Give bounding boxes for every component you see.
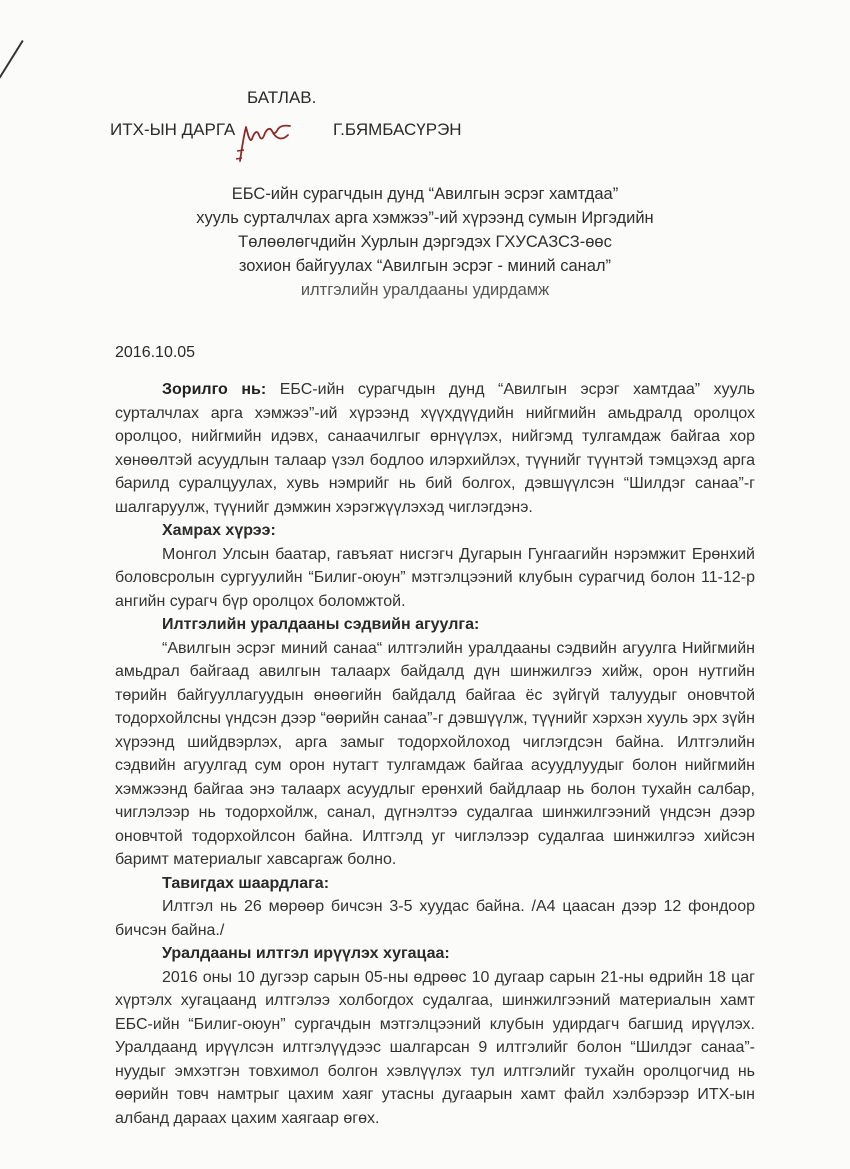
content-heading: Илтгэлийн уралдааны сэдвийн агуулга: — [162, 616, 480, 633]
title-line: Төлөөлөгчдийн Хурлын дэргэдэх ГХУСАЗСЗ-өөс — [238, 233, 612, 251]
deadline-heading: Уралдааны илтгэл ирүүлэх хугацаа: — [162, 945, 450, 962]
deadline-text: 2016 оны 10 дугээр сарын 05-ны өдрөөс 10 дугаар сарын 21-ны өдрийн 18 цаг хүртэлх хугацаанд илтгэлээ холбогдох судалгаа, шинжилгээний материалын хамт ЕБС-ийн “Билиг-оюун” сургачдын мэтгэлцээний клубын удирдагч багшид ирүүлэх. Уралдаанд ирүүлсэн илтгэлүүдээс шалгарсан 9 илтгэлийг болон “Шилдэг санаа”-нуудыг эмхэтгэн товхимол болгон хэвлүүлэх тул илтгэлийг тухайн оролцогчид нь өөрийн товч намтрыг цахим хаяг утасны дугаарын хамт файл хэлбэрээр ИТХ-ын албанд дараах цахим хаягаар өгөх. — [115, 968, 755, 1127]
title-line: хууль сурталчлах арга хэмжээ”-ий хүрээнд сумын Иргэдийн — [196, 209, 654, 227]
approve-label: БАТЛАВ. — [247, 88, 317, 107]
goal-text: ЕБС-ийн сурагчдын дунд “Авилгын эсрэг хамтдаа” хууль сурталчлах арга хэмжээ”-ий хүрээнд хүүхдүүдийн нийгмийн амьдралд оролцох оролцоо, нийгмийн идэвх, санаачилгыг өрнүүлэх, нийгэмд тулгамдаж байгаа хор хөнөөлтэй асуудлын талаар үзэл бодлоо илэрхийлэх, түүнийг түүнтэй тэмцэхэд арга барилд суралцуулах, хувь нэмрийг нь бий болгох, дэвшүүлсэн “Шилдэг санаа”-г шалгаруулж, түүнийг дэмжин хэрэгжүүлэхэд чиглэгдэнэ. — [115, 381, 755, 516]
goal-paragraph — [115, 378, 755, 519]
requirements-heading: Тавигдах шаардлага: — [162, 874, 330, 892]
goal-label: Зорилго нь: — [162, 381, 267, 398]
title-line: зохион байгуулах “Авилгын эсрэг - миний санал” — [238, 257, 612, 275]
pen-mark — [0, 40, 24, 78]
document-date: 2016.10.05 — [115, 344, 196, 361]
requirements-text: Илтгэл нь 26 мөрөөр бичсэн 3-5 хуудас байна. /А4 цаасан дээр 12 фондоор бичсэн байна./ — [115, 898, 755, 939]
scope-heading: Хамрах хүрээ: — [162, 522, 276, 539]
approver-name: Г.БЯМБАСҮРЭН — [333, 120, 462, 139]
document-title — [100, 182, 750, 302]
approver-position: ИТХ-ЫН ДАРГА — [110, 120, 236, 139]
content-text: “Авилгын эсрэг миний санаа“ илтгэлийн уралдааны сэдвийн агуулга Нийгмийн амьдрал байгаад авилгын талаарх байдалд дүн шинжилгээ хийж, орон нутгийн төрийн байгууллагуудын өнөөгийн байдалд байгаа ёс зүйгүй талуудыг оновчтой тодорхойлсны үндсэн дээр “өөрийн санаа”-г дэвшүүлж, түүнийг хэрхэн хууль эрх зүйн хүрээнд шийдвэрлэх, арга замыг тодорхойлоход чиглэгдсэн байна. Илтгэлийн сэдвийн агуулгад сум орон нутагт тулгамдаж байгаа асуудлуудыг болон нийгмийн хэмжээнд байгаа энэ талаарх асуудлыг ерөнхий байдлаар нь болон тухайн салбар, чиглэлээр нь тодорхойлж, санал, дүгнэлтээ судалгаа шинжилгээний үндсэн дээр оновчтой тодорхойлсон байна. Илтгэлд уг чиглэлээр судалгаа шинжилгээ хийсэн баримт материалыг хавсаргаж болно. — [115, 639, 755, 868]
signature-icon — [232, 117, 302, 167]
title-line: ЕБС-ийн сурагчдын дунд “Авилгын эсрэг хамтдаа” — [231, 185, 619, 203]
document-body — [115, 378, 755, 1130]
title-line: илтгэлийн уралдааны удирдамж — [300, 281, 550, 299]
scope-text: Монгол Улсын баатар, гавъяат нисгэгч Дугарын Гунгаагийн нэрэмжит Ерөнхий боловсролын сургуулийн “Билиг-оюун” мэтгэлцээний клубын сурагчид болон 11-12-р ангийн сурагч бүр оролцох боломжтой. — [115, 545, 755, 610]
